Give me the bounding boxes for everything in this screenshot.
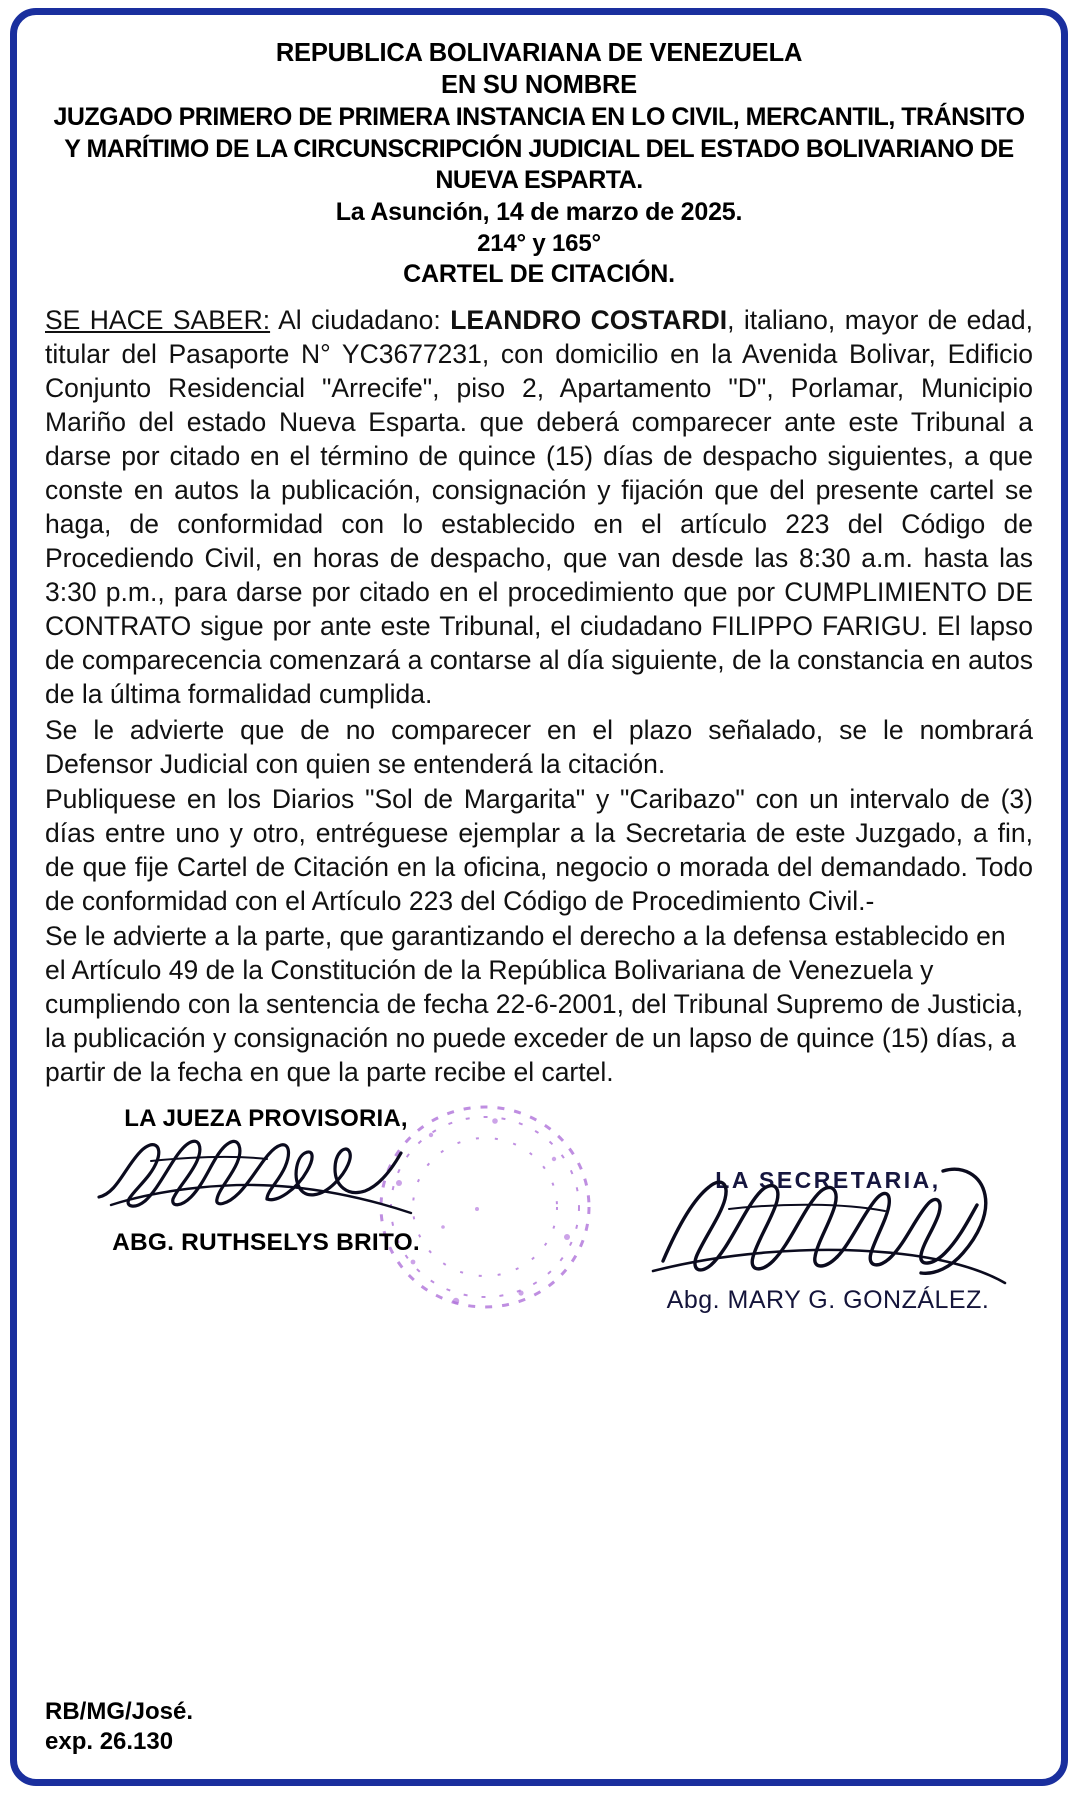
notice-intro: Al ciudadano: xyxy=(270,304,451,335)
footer-references xyxy=(45,1697,193,1757)
handwritten-signature-icon xyxy=(91,1127,421,1219)
document-body xyxy=(45,303,1033,1089)
header-line-republic: REPUBLICA BOLIVARIANA DE VENEZUELA xyxy=(275,39,803,67)
secretary-name: Abg. MARY G. GONZÁLEZ. xyxy=(666,1286,990,1315)
footer-file-number: exp. 26.130 xyxy=(45,1728,174,1755)
header-place-date: La Asunción, 14 de marzo de 2025. xyxy=(335,198,743,226)
paragraph-publication: Publiquese en los Diarios "Sol de Margarita" y "Caribazo" con un intervalo de (3) días entre uno y otro, entréguese ejemplar a la Secretaria de este Juzgado, a fin, de que fije Cartel de Citación en la oficina, negocio o morada del demandado. Todo de conformidad con el Artículo 223 del Código de Procedimiento Civil.- xyxy=(45,783,1033,916)
paragraph-defense-right: Se le advierte a la parte, que garantizando el derecho a la defensa establecido en el Artículo 49 de la Constitución de la República Bolivariana de Venezuela y cumpliendo con la sentencia de fecha 22-6-2001, del Tribunal Supremo de Justicia, la publicación y consignación no puede exceder de un lapso de quince (15) días, a partir de la fecha en que la parte recibe el cartel. xyxy=(45,920,1024,1087)
paragraph-warning-defender: Se le advierte que de no comparecer en el plazo señalado, se le nombrará Defensor Judicial con quien se entenderá la citación. xyxy=(45,714,1033,779)
footer-initials: RB/MG/José. xyxy=(45,1698,194,1725)
paragraph-notice xyxy=(45,303,1033,712)
header-years: 214° y 165° xyxy=(477,229,601,257)
header-document-kind: CARTEL DE CITACIÓN. xyxy=(403,260,675,289)
header-line-in-its-name: EN SU NOMBRE xyxy=(441,71,637,100)
header-line-court: JUZGADO PRIMERO DE PRIMERA INSTANCIA EN LO CIVIL, MERCANTIL, TRÁNSITO Y MARÍTIMO DE LA CIRCUNSCRIPCIÓN JUDICIAL DEL ESTADO BOLIVARIANO DE NUEVA ESPARTA. xyxy=(53,102,1025,195)
document-header xyxy=(45,37,1033,291)
defendant-name: LEANDRO COSTARDI xyxy=(450,304,728,335)
signature-area xyxy=(45,1105,1033,1340)
secretary-signature-block xyxy=(633,1167,1023,1315)
judge-name: ABG. RUTHSELYS BRITO. xyxy=(112,1229,420,1257)
judge-signature-block xyxy=(81,1105,451,1257)
notice-label: SE HACE SABER: xyxy=(45,304,271,335)
secretary-title: LA SECRETARIA, xyxy=(715,1167,941,1194)
notice-rest: , italiano, mayor de edad, titular del Pasaporte N° YC3677231, con domicilio en la Avenida Bolivar, Edificio Conjunto Residencial "Arrecife", piso 2, Apartamento "D", Porlamar, Municipio Mariño del estado Nueva Esparta. que deberá comparecer ante este Tribunal a darse por citado en el término de quince (15) días de despacho siguientes, a que conste en autos la publicación, consignación y fijación que del presente cartel se haga, de conformidad con lo establecido en el artículo 223 del Código de Procediendo Civil, en horas de despacho, que van desde las 8:30 a.m. hasta las 3:30 p.m., para darse por citado en el procedimiento que por CUMPLIMIENTO DE CONTRATO sigue por ante este Tribunal, el ciudadano FILIPPO FARIGU. El lapso de comparecencia comenzará a contarse al día siguiente, de la constancia en autos de la última formalidad cumplida. xyxy=(45,304,1033,710)
judge-title: LA JUEZA PROVISORIA, xyxy=(124,1105,408,1133)
document-page xyxy=(17,15,1061,1779)
document-border-frame xyxy=(10,8,1068,1786)
